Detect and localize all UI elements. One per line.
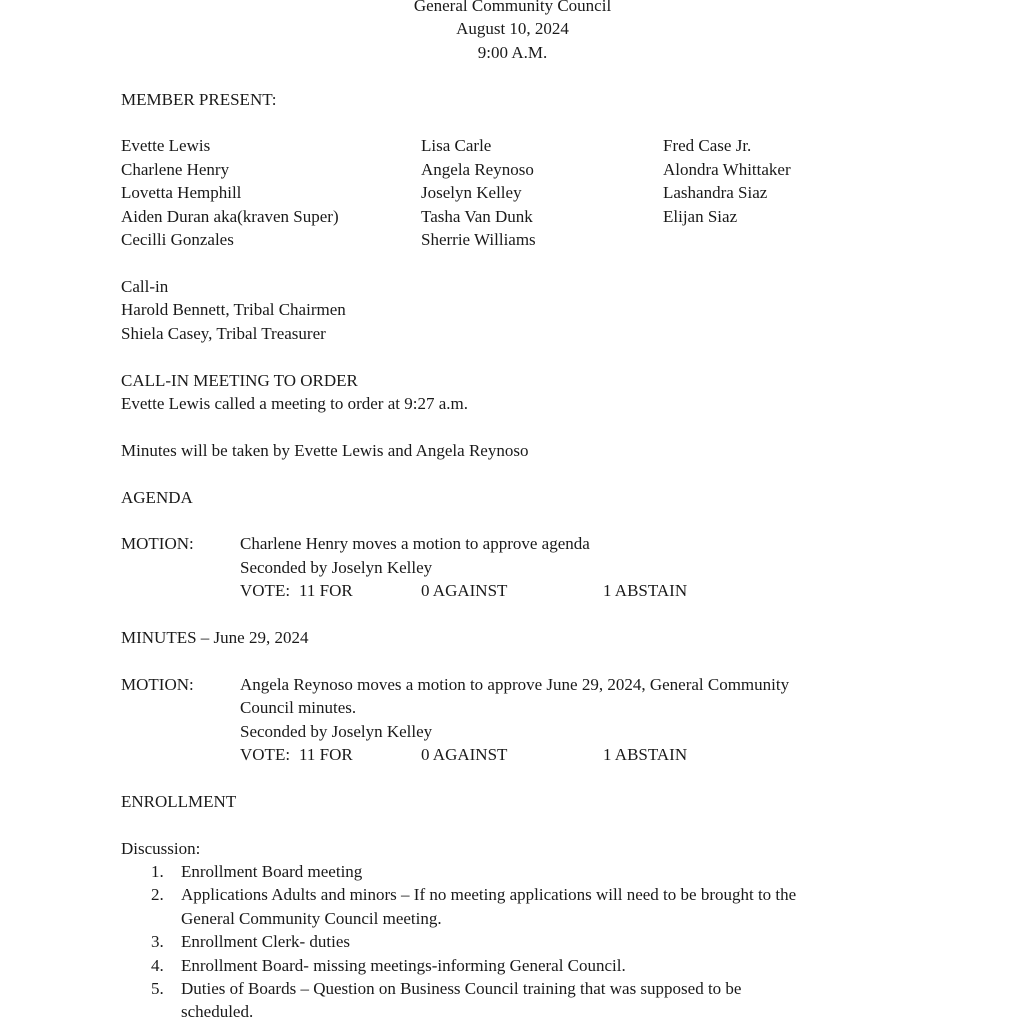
list-item-text: Enrollment Board meeting <box>181 862 363 882</box>
vote-label: VOTE: <box>240 581 291 601</box>
call-in-entry: Shiela Casey, Tribal Treasurer <box>121 323 326 343</box>
spacer-line <box>121 509 904 532</box>
doc-date: August 10, 2024 <box>456 19 569 39</box>
member-name: Joselyn Kelley <box>421 183 522 203</box>
agenda-heading: AGENDA <box>121 487 193 507</box>
member-name: Alondra Whittaker <box>663 159 791 179</box>
list-item-text: scheduled. <box>181 1002 254 1022</box>
spacer-line <box>121 415 904 438</box>
minutes-note: Minutes will be taken by Evette Lewis and Angela Reynoso <box>121 440 529 460</box>
list-item <box>121 883 904 930</box>
agenda-vote-row <box>121 579 904 602</box>
doc-time: 9:00 A.M. <box>477 42 548 62</box>
spacer-line <box>121 649 904 672</box>
meeting-to-order-heading: CALL-IN MEETING TO ORDER <box>121 370 358 390</box>
call-in-heading: Call-in <box>121 276 169 296</box>
list-item-number: 3. <box>151 932 164 952</box>
spacer-line <box>121 345 904 368</box>
agenda-motion <box>121 532 904 579</box>
vote-against: 0 AGAINST <box>421 745 508 764</box>
vote-for: 11 FOR <box>299 745 353 764</box>
enrollment-heading: ENROLLMENT <box>121 791 237 811</box>
spacer-line <box>121 64 904 87</box>
spacer-line <box>121 603 904 626</box>
list-item-text: Applications Adults and minors – If no meeting applications will need to be brought to the <box>181 885 797 905</box>
member-name: Lovetta Hemphill <box>121 183 242 203</box>
member-row <box>121 205 904 228</box>
spacer-line <box>121 111 904 134</box>
motion-label: MOTION: <box>121 534 194 554</box>
member-name: Elijan Siaz <box>663 206 738 226</box>
vote-against: 0 AGAINST <box>421 581 508 601</box>
discussion-label: Discussion: <box>121 838 201 858</box>
spacer-line <box>121 462 904 485</box>
list-item-text: Enrollment Board- missing meetings-informing General Council. <box>181 955 626 975</box>
list-item-text: Enrollment Clerk- duties <box>181 932 351 952</box>
minutes-motion <box>121 673 904 743</box>
vote-for: 11 FOR <box>299 581 353 601</box>
motion-text: Angela Reynoso moves a motion to approve June 29, 2024, General Community <box>240 674 790 694</box>
member-name: Lashandra Siaz <box>663 183 768 203</box>
spacer-line <box>121 813 904 836</box>
members-heading: MEMBER PRESENT: <box>121 89 277 109</box>
list-item-number: 1. <box>151 862 164 882</box>
member-name: Lisa Carle <box>421 136 492 156</box>
doc-title: General Community Council <box>413 0 612 15</box>
member-name: Aiden Duran aka(kraven Super) <box>121 206 339 226</box>
member-name: Fred Case Jr. <box>663 136 752 156</box>
member-name: Cecilli Gonzales <box>121 230 234 250</box>
member-row <box>121 134 904 157</box>
list-item-number: 4. <box>151 955 164 975</box>
minutes-vote-row <box>121 743 904 766</box>
member-row <box>121 158 904 181</box>
motion-seconded: Seconded by Joselyn Kelley <box>240 721 433 741</box>
spacer-line <box>121 251 904 274</box>
motion-seconded: Seconded by Joselyn Kelley <box>240 557 433 577</box>
vote-label: VOTE: <box>240 745 291 764</box>
member-name: Tasha Van Dunk <box>421 206 533 226</box>
vote-abstain: 1 ABSTAIN <box>603 581 688 601</box>
member-row <box>121 228 904 251</box>
call-in-entry: Harold Bennett, Tribal Chairmen <box>121 300 346 320</box>
motion-text: Council minutes. <box>240 698 357 718</box>
member-name <box>663 228 904 251</box>
member-row <box>121 181 904 204</box>
list-item <box>121 977 904 1024</box>
motion-label: MOTION: <box>121 674 194 694</box>
minutes-section-heading: MINUTES – June 29, 2024 <box>121 627 309 647</box>
member-name: Charlene Henry <box>121 159 230 179</box>
list-item-number: 2. <box>151 885 164 905</box>
list-item <box>121 954 904 977</box>
list-item <box>121 930 904 953</box>
member-name: Sherrie Williams <box>421 230 536 250</box>
spacer-line <box>121 766 904 789</box>
member-name: Evette Lewis <box>121 136 211 156</box>
list-item-text: General Community Council meeting. <box>181 908 442 928</box>
list-item-number: 5. <box>151 979 164 999</box>
vote-abstain: 1 ABSTAIN <box>603 745 688 764</box>
meeting-to-order-body: Evette Lewis called a meeting to order at 9:27 a.m. <box>121 393 468 413</box>
motion-text: Charlene Henry moves a motion to approve agenda <box>240 534 590 554</box>
list-item <box>121 860 904 883</box>
member-name: Angela Reynoso <box>421 159 534 179</box>
list-item-text: Duties of Boards – Question on Business Council training that was supposed to be <box>181 979 742 999</box>
